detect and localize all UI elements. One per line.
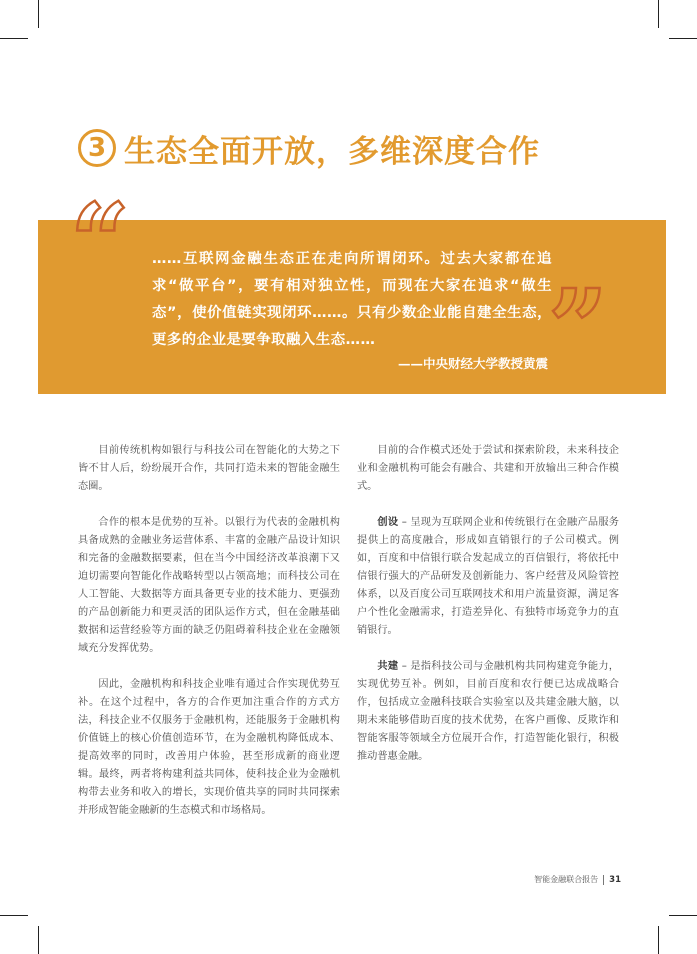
section-heading	[78, 124, 540, 172]
right-column	[357, 442, 619, 784]
right-paragraph-2-text: – 呈现为互联网企业和传统银行在金融产品服务提供上的高度融合，形成如直销银行的子公司模式。例如，百度和中信银行联合发起成立的百信银行，将依托中信银行强大的产品研发及创新能力、客户经营及风险管控体系，以及百度公司互联网技术和用户流量资源，满足客户个性化金融需求，打造差异化、有独特市场竞争力的直销银行。	[357, 517, 619, 636]
left-paragraph-2: 合作的根本是优势的互补。以银行为代表的金融机构具备成熟的金融业务运营体系、丰富的金融产品设计知识和完备的金融数据要素，但在当今中国经济改革浪潮下又迫切需要向智能化作战略转型以占领高地；而科技公司在人工智能、大数据等方面具备更专业的技术能力、更强劲的产品创新能力和更灵活的团队运作方式，但在金融基础数据和运营经验等方面的缺乏仍阻碍着科技企业在金融领域充分发挥优势。	[78, 517, 340, 654]
section-number-badge: 3	[78, 129, 116, 167]
left-column	[78, 442, 340, 838]
crop-mark-bottom-right-h	[669, 915, 697, 916]
right-paragraph-3-text: – 是指科技公司与金融机构共同构建竞争能力，实现优势互补。例如，目前百度和农行便已达成战略合作，包括成立金融科技联合实验室以及共建金融大脑，以期未来能够借助百度的技术优势，在客户画像、反欺诈和智能客服等领域全方位展开合作，打造智能化银行，积极推动普惠金融。	[357, 661, 619, 762]
crop-mark-bottom-right-v	[658, 926, 659, 954]
quote-text: ……互联网金融生态正在走向所谓闭环。过去大家都在追求“做平台”，要有相对独立性，而现在大家在追求“做生态”，使价值链实现闭环……。只有少数企业能自建全生态，更多的企业是要争取融入生态……	[152, 251, 552, 348]
crop-mark-top-right-v	[658, 0, 659, 28]
page-footer	[534, 874, 621, 885]
crop-mark-bottom-left-h	[0, 915, 28, 916]
section-title: 生态全面开放，多维深度合作	[124, 133, 540, 170]
crop-mark-top-right-h	[669, 38, 697, 39]
crop-mark-top-left-v	[38, 0, 39, 28]
right-paragraph-2	[357, 514, 619, 640]
footer-divider	[603, 875, 604, 885]
open-quote-icon: “	[70, 180, 130, 303]
page-number: 31	[609, 874, 621, 885]
quote-attribution: ——中央财经大学教授黄震	[397, 356, 548, 371]
right-paragraph-1: 目前的合作模式还处于尝试和探索阶段，未来科技企业和金融机构可能会有融合、共建和开放输出三种合作模式。	[357, 445, 619, 492]
left-paragraph-3: 因此，金融机构和科技企业唯有通过合作实现优势互补。在这个过程中，各方的合作更加注重合作的方式方法，科技企业不仅服务于金融机构，还能服务于金融机构价值链上的核心价值创造环节，在为金融机构降低成本、提高效率的同时，改善用户体验，甚至形成新的商业逻辑。最终，两者将构建利益共同体，使科技企业为金融机构带去业务和收入的增长，实现价值共享的同时共同探索并形成智能金融新的生态模式和市场格局。	[78, 679, 340, 816]
term-gongjian: 共建	[377, 661, 399, 672]
right-paragraph-3	[357, 658, 619, 766]
close-quote-icon: ”	[548, 266, 608, 389]
left-paragraph-1: 目前传统机构如银行与科技公司在智能化的大势之下皆不甘人后，纷纷展开合作，共同打造未来的智能金融生态圈。	[78, 445, 340, 492]
term-chuangshe: 创设	[377, 517, 399, 528]
report-name: 智能金融联合报告	[534, 875, 599, 884]
crop-mark-top-left-h	[0, 38, 28, 39]
crop-mark-bottom-left-v	[38, 926, 39, 954]
